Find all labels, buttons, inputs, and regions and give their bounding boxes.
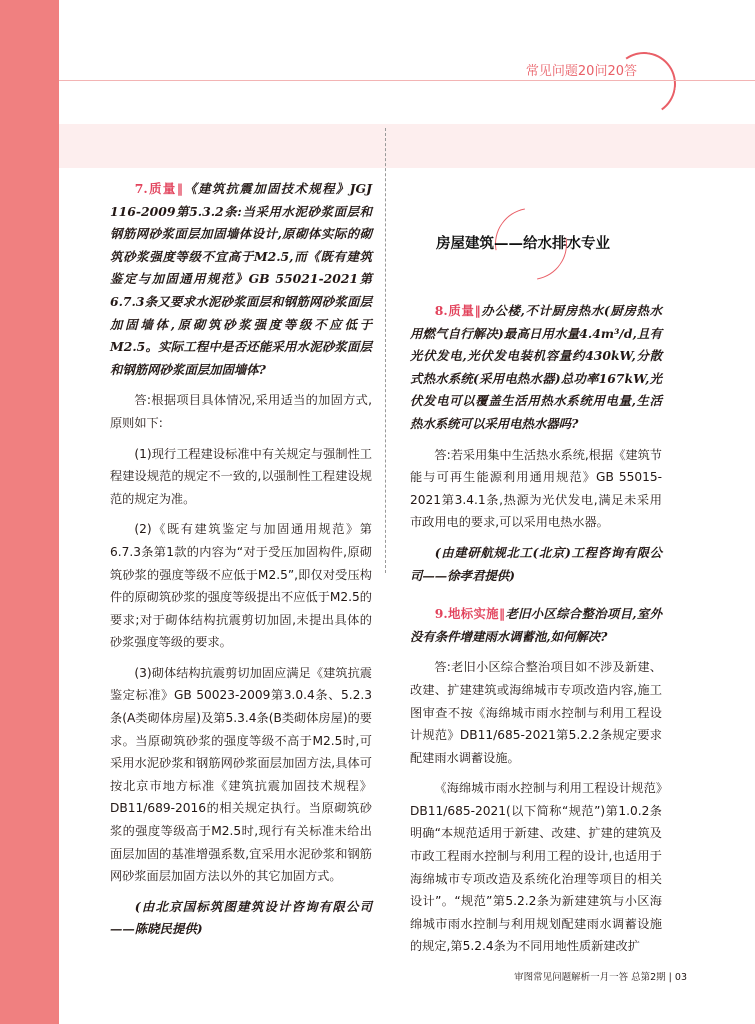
question-9-label: 9.地标实施‖	[434, 606, 506, 622]
credit-8: (由建研航规北工(北京)工程咨询有限公司——徐孝君提供)	[410, 544, 662, 583]
answer-8: 答:若采用集中生活热水系统,根据《建筑节能与可再生能源利用通用规范》GB 55015-2021第3.4.1条,热源为光伏发电,满足未采用市政用电的要求,可以采用电热水器。	[410, 447, 662, 530]
question-8-label: 8.质量‖	[434, 303, 481, 318]
question-8	[410, 300, 662, 436]
left-color-band	[0, 0, 59, 1024]
column-divider	[385, 128, 386, 573]
header-rule	[59, 80, 755, 81]
question-8-text: 办公楼,不计厨房热水(厨房热水用燃气自行解决)最高日用水量4.4m³/d,且有光伏发电,光伏发电装机容量约430kW,分散式热水系统(采用电热水器)总功率167kW,光伏发电可以覆盖生活用热水系统用电量,生活热水系统可以采用电热水器吗?	[410, 303, 662, 431]
answer-7-point-1: (1)现行工程建设标准中有关规定与强制性工程建设规范的规定不一致的,以强制性工程建设规范的规定为准。	[110, 446, 372, 506]
section-title: 房屋建筑——给水排水专业	[436, 236, 610, 252]
question-9-text: 老旧小区综合整治项目,室外没有条件增建雨水调蓄池,如何解决?	[410, 606, 662, 644]
page-footer: 审图常见问题解析一月一答 总第2期 | 03	[514, 972, 687, 983]
answer-7-point-3: (3)砌体结构抗震剪切加固应满足《建筑抗震鉴定标准》GB 50023-2009第3.0.4条、5.2.3条(A类砌体房屋)及第5.3.4条(B类砌体房屋)的要求。当原砌筑砂浆的强度等级不高于M2.5时,可采用水泥砂浆和钢筋网砂浆面层加固方法,具体可按北京市地方标准《建筑抗震加固技术规程》DB11/689-2016的相关规定执行。当原砌筑砂浆的强度等级高于M2.5时,现行有关标准未给出面层加固的基准增强系数,宜采用水泥砂浆和钢筋网砂浆面层加固方法以外的其它加固方式。	[110, 665, 372, 884]
running-header: 常见问题20问20答	[525, 64, 637, 79]
answer-7-point-2: (2)《既有建筑鉴定与加固通用规范》第6.7.3条第1款的内容为“对于受压加固构件,原砌筑砂浆的强度等级不应低于M2.5”,即仅对受压构件的原砌筑砂浆的强度等级提出不应低于M2.5的要求;对于砌体结构抗震剪切加固,未提出具体的砂浆强度等级的要求。	[110, 522, 372, 650]
left-column	[110, 178, 372, 941]
question-7-label: 7.质量‖	[134, 181, 183, 196]
right-column	[410, 300, 662, 958]
question-7-text: 《建筑抗震加固技术规程》JGJ 116-2009第5.3.2条:当采用水泥砂浆面层和钢筋网砂浆面层加固墙体设计,原砌体实际的砌筑砂浆强度等级不宜高于M2.5,而《既有建筑鉴定与加固通用规范》GB 55021-2021第6.7.3条又要求水泥砂浆面层和钢筋网砂浆面层加固墙体,原砌筑砂浆强度等级不应低于M2.5。实际工程中是否还能采用水泥砂浆面层和钢筋网砂浆面层加固墙体?	[110, 181, 372, 377]
pink-strip	[59, 124, 755, 168]
answer-9-part-2: 《海绵城市雨水控制与利用工程设计规范》DB11/685-2021(以下简称“规范”)第1.0.2条明确“本规范适用于新建、改建、扩建的建筑及市政工程雨水控制与利用工程的设计,也适用于海绵城市专项改造及系统化治理等项目的相关设计”。“规范”第5.2.2条为新建建筑与小区海绵城市雨水控制与利用规划配建雨水调蓄设施的规定,第5.2.4条为不同用地性质新建改扩	[410, 781, 662, 954]
credit-7: (由北京国标筑图建筑设计咨询有限公司——陈晓民提供)	[110, 898, 372, 937]
answer-7-intro: 答:根据项目具体情况,采用适当的加固方式,原则如下:	[110, 393, 372, 430]
question-9	[410, 603, 662, 648]
question-7	[110, 178, 372, 381]
answer-9-part-1: 答:老旧小区综合整治项目如不涉及新建、改建、扩建建筑或海绵城市专项改造内容,施工图审查不按《海绵城市雨水控制与利用工程设计规范》DB11/685-2021第5.2.2条规定要求配建雨水调蓄设施。	[410, 660, 662, 765]
header-arc-decoration	[607, 47, 681, 121]
